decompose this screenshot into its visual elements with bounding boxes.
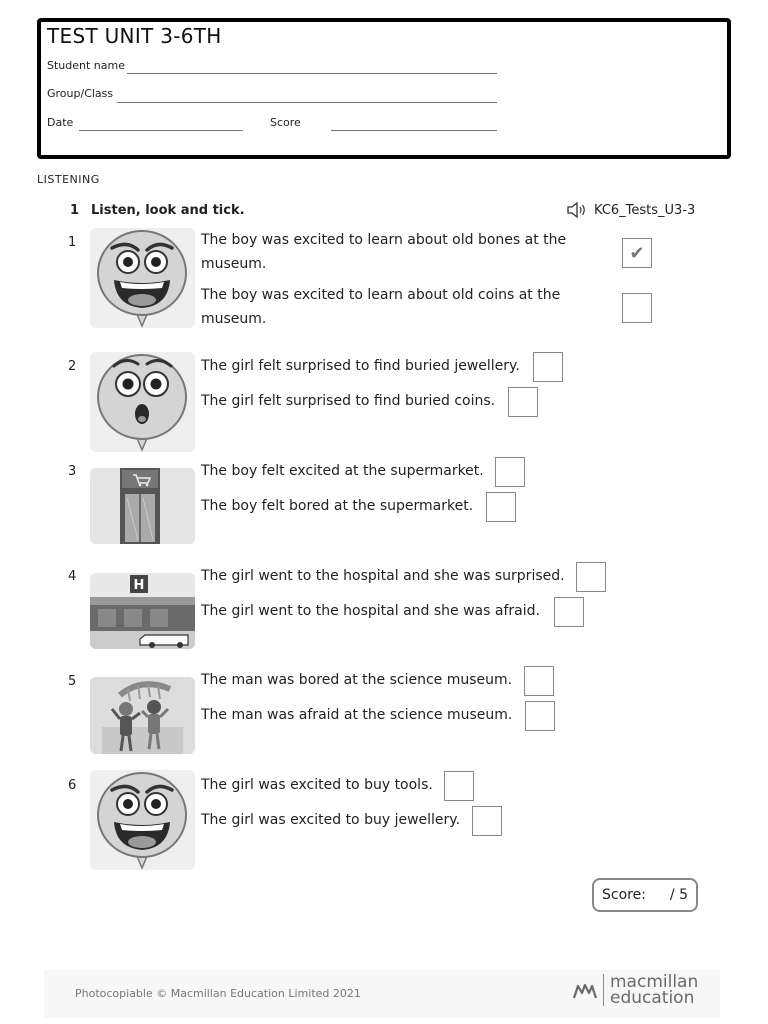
item-4-picture [90, 573, 195, 649]
excited-face-icon [90, 228, 195, 328]
score-label: Score [270, 116, 301, 129]
item-3-number: 3 [68, 464, 77, 479]
item-4-option-2-checkbox[interactable] [554, 597, 584, 627]
item-5-option-2-checkbox[interactable] [525, 701, 555, 731]
item-3-option-2: The boy felt bored at the supermarket. [201, 498, 474, 514]
item-2-option-2-checkbox[interactable] [508, 387, 538, 417]
score-box [592, 878, 698, 912]
copyright-text: Photocopiable © Macmillan Education Limited 2021 [75, 987, 361, 1000]
item-5-option-2: The man was afraid at the science museum. [201, 707, 513, 723]
item-6-option-1-checkbox[interactable] [444, 771, 474, 801]
excited-face-icon [90, 770, 195, 870]
date-label: Date [47, 116, 74, 129]
item-6-picture [90, 770, 195, 870]
item-5-option-1: The man was bored at the science museum. [201, 672, 513, 688]
header-box [37, 18, 731, 159]
brand-line-2: education [610, 988, 695, 1008]
item-1-option-1: The boy was excited to learn about old bones at the museum. [201, 232, 567, 272]
item-5-number: 5 [68, 674, 77, 689]
item-3-option-1-checkbox[interactable] [495, 457, 525, 487]
student-name-field[interactable] [127, 73, 497, 74]
exercise-instruction: Listen, look and tick. [91, 203, 245, 218]
item-1-option-2-checkbox[interactable] [622, 293, 652, 323]
item-6-option-1: The girl was excited to buy tools. [201, 777, 433, 793]
item-4-option-2: The girl went to the hospital and she was afraid. [201, 603, 540, 619]
item-5-option-1-checkbox[interactable] [524, 666, 554, 696]
item-4-option-1: The girl went to the hospital and she was surprised. [201, 568, 565, 584]
item-6-number: 6 [68, 778, 77, 793]
speaker-icon [566, 201, 588, 219]
item-2-number: 2 [68, 359, 77, 374]
student-name-label: Student name [47, 59, 125, 72]
item-1-picture [90, 228, 195, 328]
supermarket-icon [90, 468, 195, 544]
svg-text:H: H [133, 578, 145, 593]
surprised-face-icon [90, 352, 195, 452]
date-field[interactable] [79, 130, 243, 131]
brand-text [603, 974, 698, 1006]
item-1-option-2: The boy was excited to learn about old coins at the museum. [201, 287, 561, 327]
exercise-number: 1 [70, 203, 80, 218]
test-title: TEST UNIT 3-6TH [47, 24, 222, 48]
item-6-option-2: The girl was excited to buy jewellery. [201, 812, 461, 828]
audio-track[interactable] [566, 201, 695, 219]
macmillan-logo [573, 974, 698, 1006]
item-1-number: 1 [68, 235, 77, 250]
item-4-number: 4 [68, 569, 77, 584]
item-2-picture [90, 352, 195, 452]
section-label: LISTENING [37, 173, 100, 186]
score-total: / 5 [669, 887, 688, 903]
science-museum-icon [90, 677, 195, 754]
macmillan-logo-icon [573, 981, 597, 999]
item-4-option-1-checkbox[interactable] [576, 562, 606, 592]
score-field[interactable] [331, 130, 497, 131]
score-box-label: Score: [602, 887, 646, 903]
item-5-picture [90, 677, 195, 754]
item-3-option-2-checkbox[interactable] [486, 492, 516, 522]
hospital-icon [90, 573, 195, 649]
item-1-option-1-checkbox[interactable] [622, 238, 652, 268]
group-class-label: Group/Class [47, 87, 114, 100]
item-3-picture [90, 468, 195, 544]
checkmark-icon: ✔ [629, 242, 645, 264]
audio-track-label: KC6_Tests_U3-3 [594, 202, 696, 218]
item-2-option-2: The girl felt surprised to find buried coins. [201, 393, 496, 409]
brand-line-1: macmillan [610, 972, 699, 992]
item-3-option-1: The boy felt excited at the supermarket. [201, 463, 484, 479]
item-6-option-2-checkbox[interactable] [472, 806, 502, 836]
item-2-option-1-checkbox[interactable] [533, 352, 563, 382]
group-class-field[interactable] [117, 102, 497, 103]
item-2-option-1: The girl felt surprised to find buried jewellery. [201, 358, 520, 374]
